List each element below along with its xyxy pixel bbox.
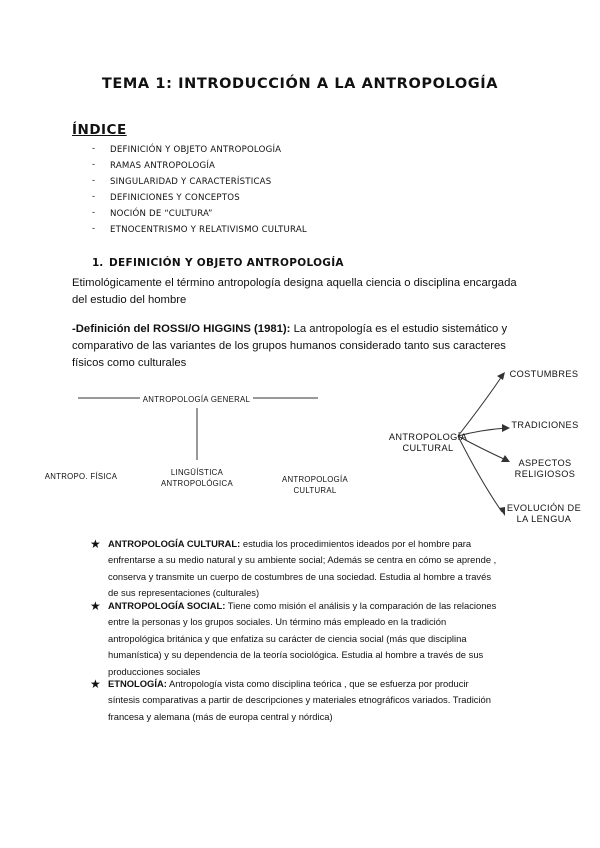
- index-dash: -: [92, 159, 95, 169]
- star-icon: ★: [90, 599, 101, 613]
- fan-root-line: CULTURAL: [402, 443, 454, 453]
- definition-lead: -Definición del ROSSI/O HIGGINS (1981):: [72, 323, 291, 335]
- diagram-branch-label: ANTROPOLOGÍA CULTURAL: [282, 475, 348, 495]
- diagram-branch-label: [150, 467, 244, 489]
- index-item: SINGULARIDAD Y CARACTERÍSTICAS: [110, 177, 272, 187]
- bullet-text: estudia los procedimientos ideados por el hombre para: [240, 538, 472, 549]
- fan-root-label: [386, 432, 470, 454]
- bullet-text: Antropología vista como disciplina teórica , que se esfuerza por producir: [166, 678, 469, 689]
- branch-line: LINGÜÍSTICA: [170, 468, 224, 477]
- index-item: DEFINICIÓN Y OBJETO ANTROPOLOGÍA: [110, 145, 282, 155]
- bullet-line: humanística) y su dependencia de la teoría sociológica. Estudia al hombre a través de sus: [108, 649, 484, 661]
- index-item: NOCIÓN DE “CULTURA”: [110, 209, 213, 219]
- fan-item-line: LA LENGUA: [516, 514, 572, 524]
- bullet-line: enfrentarse a su medio natural y su ambiente social; Además se centra en cómo se aprende ,: [108, 554, 497, 566]
- bullet-line: [108, 676, 548, 692]
- bullet-etnologia: [108, 676, 548, 725]
- bullet-line: producciones sociales: [108, 665, 201, 677]
- index-item: ETNOCENTRISMO Y RELATIVISMO CULTURAL: [110, 225, 307, 235]
- fan-item-line: EVOLUCIÓN DE: [506, 503, 582, 513]
- intro-lead: Etimológicamente: [72, 277, 162, 289]
- page-title: TEMA 1: INTRODUCCIÓN A LA ANTROPOLOGÍA: [101, 76, 499, 92]
- fan-item-label: [508, 458, 582, 480]
- bullet-line: francesa y alemana (más de europa central y nórdica): [108, 710, 333, 722]
- bullet-line: entre la personas y los grupos sociales. Un término más empleado en la tradición: [108, 616, 447, 628]
- branch-line: ANTROPOLÓGICA: [161, 479, 233, 488]
- section-number: 1.: [92, 257, 104, 269]
- index-dash: -: [92, 143, 95, 153]
- bullet-term: ANTROPOLOGÍA CULTURAL:: [108, 538, 241, 549]
- bullet-text: Tiene como misión el análisis y la comparación de las relaciones: [225, 600, 497, 611]
- bullet-line: de sus representaciones (culturales): [108, 587, 260, 599]
- intro-line: del estudio del hombre: [72, 294, 187, 306]
- fan-item-line: ASPECTOS: [518, 458, 572, 468]
- bullet-term: ETNOLOGÍA:: [108, 678, 167, 689]
- diagram-root-label: ANTROPOLOGÍA GENERAL: [142, 395, 251, 404]
- definition-line: físicos como culturales: [72, 357, 187, 369]
- bullet-term: ANTROPOLOGÍA SOCIAL:: [108, 600, 226, 611]
- definition-text: La antropología es el estudio sistemático y: [290, 323, 508, 335]
- index-dash: -: [92, 207, 95, 217]
- fan-root-line: ANTROPOLOGÍA: [388, 432, 468, 442]
- fan-item-line: RELIGIOSOS: [514, 469, 576, 479]
- bullet-line: [108, 536, 548, 552]
- index-dash: -: [92, 191, 95, 201]
- section-title: DEFINICIÓN Y OBJETO ANTROPOLOGÍA: [109, 257, 344, 269]
- bullet-cultural: [108, 536, 548, 602]
- index-dash: -: [92, 175, 95, 185]
- index-item: RAMAS ANTROPOLOGÍA: [110, 161, 216, 171]
- star-icon: ★: [90, 677, 101, 691]
- diagram-branch-label: ANTROPO. FÍSICA: [44, 472, 118, 481]
- fan-item-label: [504, 503, 584, 525]
- arrow-costumbres: [458, 376, 502, 436]
- bullet-line: síntesis comparativas a partir de descripciones y materiales etnográficos variados. Tradición: [108, 694, 491, 706]
- index-item: DEFINICIONES Y CONCEPTOS: [110, 193, 240, 203]
- bullet-line: conserva y transmite un cuerpo de costumbres de una sociedad. Estudia al hombre a través: [108, 570, 492, 582]
- fan-item-label: TRADICIONES: [511, 420, 579, 430]
- intro-text: el término antropología designa aquella ciencia o disciplina encargada: [161, 277, 517, 289]
- star-icon: ★: [90, 537, 101, 551]
- bullet-social: [108, 598, 548, 680]
- definition-line: comparativo de las variantes de los grupos humanos considerado tanto sus caracteres: [72, 340, 506, 352]
- bullet-line: antropológica británica y que enfatiza su carácter de ciencia social (más que disciplina: [108, 632, 467, 644]
- fan-item-label: COSTUMBRES: [509, 369, 579, 379]
- bullet-line: [108, 598, 548, 614]
- index-heading: ÍNDICE: [72, 122, 127, 138]
- index-dash: -: [92, 223, 95, 233]
